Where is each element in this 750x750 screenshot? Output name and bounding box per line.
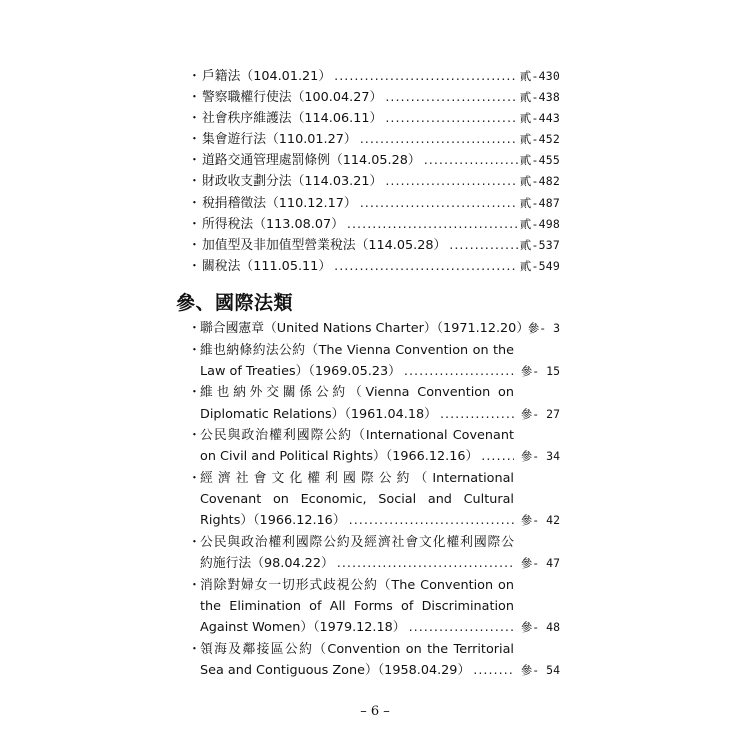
toc-entry [188,425,560,467]
dot-leader [360,129,518,150]
entry-title-line: on Civil and Political Rights）（1966.12.16） [200,449,479,465]
bullet-mark: ・ [188,216,201,232]
entry-title-line: 公民與政治權利國際公約及經濟社會文化權利國際公 [200,534,514,550]
bullet-mark: ・ [188,470,201,486]
toc-entry [188,532,560,574]
section-heading: 參、國際法類 [176,292,294,314]
page-reference: 貳-452 [519,132,560,147]
page-reference: 參- 48 [520,619,560,634]
bullet-mark: ・ [188,258,201,274]
page-reference: 貳-430 [519,69,560,83]
bullet-mark: ・ [188,237,201,253]
page-reference: 貳-549 [519,258,560,273]
entry-title-line: Rights）（1966.12.16） [200,513,346,529]
page-number: – 6 – [360,704,390,719]
entry-title: 道路交通管理處罰條例（114.05.28） [202,153,421,169]
bullet-mark: ・ [188,132,201,148]
entry-title: 加值型及非加值型營業稅法（114.05.28） [202,237,447,253]
page-reference: 貳-487 [519,195,560,210]
entry-title-line: Covenant on Economic, Social and Cultural [200,492,514,508]
entry-title: 集會遊行法（110.01.27） [202,132,357,148]
entry-title: 關稅法（111.05.11） [202,258,332,274]
entry-title: 稅捐稽徵法（110.12.17） [202,195,357,211]
page-reference: 參- 42 [520,513,560,528]
entry-title: 警察職權行使法（100.04.27） [202,90,383,106]
dot-leader [409,617,514,638]
dot-leader [347,214,518,235]
bullet-mark: ・ [188,534,201,550]
page-reference: 貳-438 [519,90,560,105]
entry-title: 財政收支劃分法（114.03.21） [202,174,383,190]
entry-title: 社會秩序維護法（114.06.11） [202,111,383,127]
bullet-mark: ・ [188,428,201,444]
entry-title-line: 消除對婦女一切形式歧視公約（The Convention on [200,577,514,593]
toc-entry [188,235,560,256]
toc-entry [188,150,560,171]
page-reference: 貳-482 [519,174,560,189]
page-reference: 參- 15 [520,363,560,378]
toc-entry [188,66,560,87]
bullet-mark: ・ [188,342,201,358]
dot-leader [349,510,514,531]
entry-title-line: Sea and Contiguous Zone）（1958.04.29） [200,662,471,678]
entry-title-line: 約施行法（98.04.22） [200,556,334,572]
page-reference: 參- 34 [520,449,560,464]
bullet-mark: ・ [188,69,201,84]
toc-entry [188,382,560,424]
dot-leader [334,256,518,277]
page-reference: 參- 27 [520,406,560,421]
page-reference: 參- 54 [520,662,560,677]
toc-entry [188,340,560,382]
dot-leader [481,446,514,467]
bullet-mark: ・ [188,174,201,190]
toc-entry [188,214,560,235]
dot-leader [385,108,517,129]
bullet-mark: ・ [188,153,201,169]
entry-title-line: Diplomatic Relations）（1961.04.18） [200,406,437,422]
law-list-section-3 [188,318,560,681]
entry-title-line: Against Women）（1979.12.18） [200,619,406,635]
entry-title-line: 聯合國憲章（United Nations Charter）（1971.12.20）. [200,321,534,336]
dot-leader [385,171,517,192]
bullet-mark: ・ [188,385,201,401]
page-reference: 參- 3 [527,321,560,336]
dot-leader [449,235,518,256]
entry-title: 所得稅法（113.08.07） [202,216,344,232]
toc-entry [188,639,560,681]
page-reference: 貳-455 [519,153,560,168]
dot-leader [360,193,518,214]
bullet-mark: ・ [188,111,201,127]
bullet-mark: ・ [188,641,201,657]
entry-title-line: 公民與政治權利國際公約（International Covenant [200,428,514,444]
page-reference: 貳-443 [519,111,560,126]
dot-leader [385,87,517,108]
dot-leader [404,361,514,382]
toc-entry [188,575,560,639]
entry-title: 戶籍法（104.01.21） [202,69,332,84]
entry-title-line: 維也納條約法公約（The Vienna Convention on the [200,342,514,358]
dot-leader [424,150,518,171]
toc-entry [188,108,560,129]
bullet-mark: ・ [188,321,201,336]
bullet-mark: ・ [188,577,201,593]
page-reference: 貳-498 [519,216,560,231]
entry-title-line: the Elimination of All Forms of Discrimination [200,598,514,614]
dot-leader [473,660,514,681]
entry-title-line: 領海及鄰接區公約（Convention on the Territorial [200,641,514,657]
toc-entry [188,256,560,277]
dot-leader [334,66,518,87]
bullet-mark: ・ [188,90,201,106]
page-reference: 貳-537 [519,237,560,252]
toc-entry [188,87,560,108]
toc-entry [188,171,560,192]
toc-entry [188,468,560,532]
entry-title-line: Law of Treaties）（1969.05.23） [200,363,401,379]
law-list-section-2 [188,66,560,277]
toc-entry [188,193,560,214]
dot-leader [337,553,514,574]
entry-title-line: 維也納外交關係公約（Vienna Convention on [200,385,514,401]
toc-entry [188,318,560,339]
bullet-mark: ・ [188,195,201,211]
toc-entry [188,129,560,150]
dot-leader [440,404,514,425]
entry-title-line: 經濟社會文化權利國際公約（International [200,470,514,486]
page-reference: 參- 47 [520,556,560,571]
